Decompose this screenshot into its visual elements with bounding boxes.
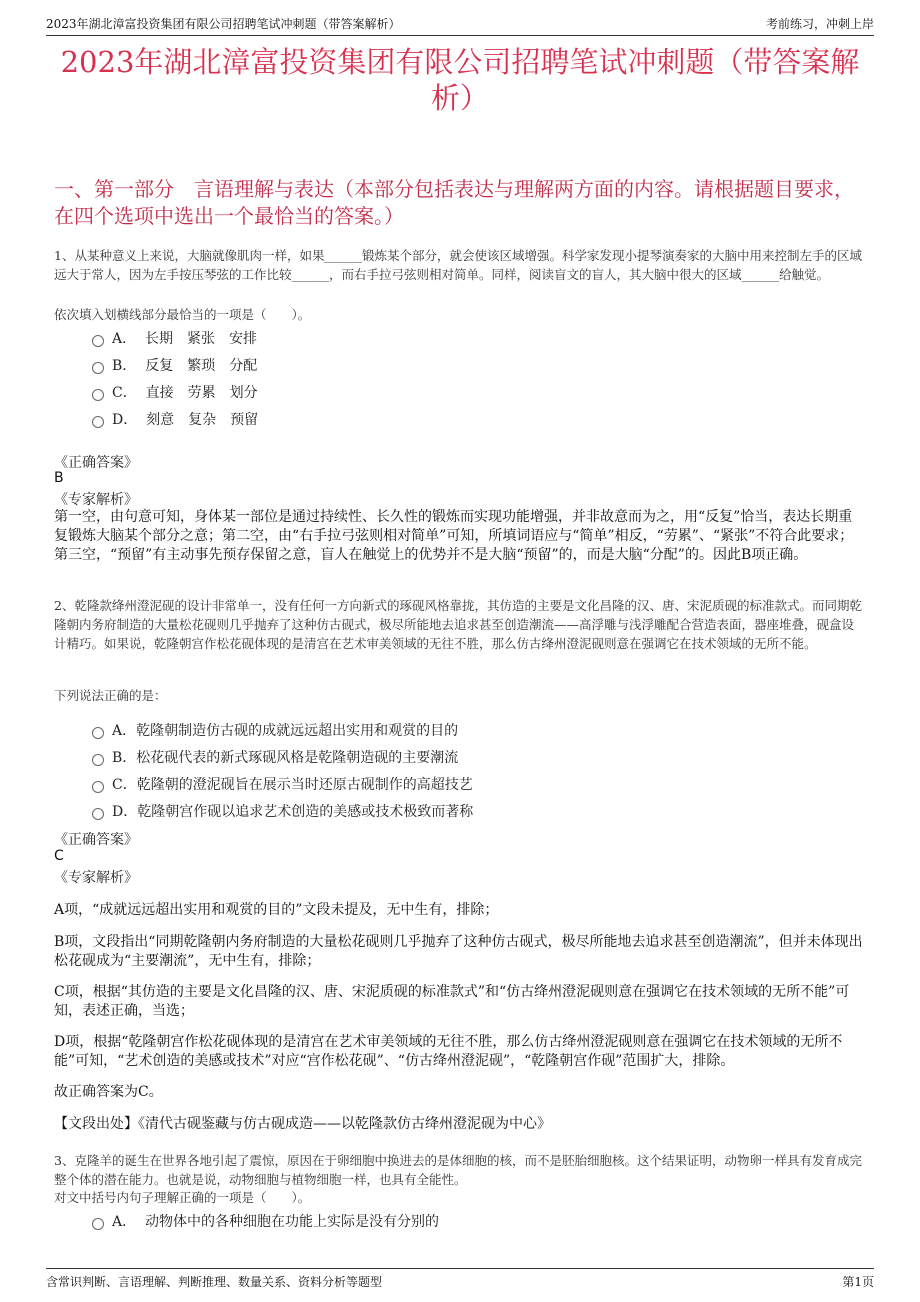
option-label: D．乾隆朝宫作砚以追求艺术创造的美感或技术极致而著称 <box>112 804 474 820</box>
radio-icon[interactable] <box>92 335 104 347</box>
question-2-analysis-c: C项，根据“其仿造的主要是文化昌隆的汉、唐、宋泥质砚的标准款式”和“仿古绛州澄泥砚则意在强调它在技术领域的无所不能”可知，表述正确，当选； <box>54 984 850 1019</box>
option-label: C．乾隆朝的澄泥砚旨在展示当时还原古砚制作的高超技艺 <box>112 777 473 793</box>
page-footer <box>46 1268 874 1295</box>
question-1-text: 1、从某种意义上来说，大脑就像肌肉一样，如果______锻炼某个部分，就会使该区域增强。科学家发现小提琴演奏家的大脑中用来控制左手的区域远大于常人，因为左手按压琴弦的工作比较______，而右手拉弓弦则相对简单。同样，阅读盲文的盲人，其大脑中很大的区域______给触觉。 <box>54 248 862 282</box>
radio-icon[interactable] <box>92 781 104 793</box>
question-1-answer: B <box>54 470 64 486</box>
radio-icon[interactable] <box>92 754 104 766</box>
question-2-source: 【文段出处】《清代古砚鉴藏与仿古砚成造——以乾隆款仿古绛州澄泥砚为中心》 <box>54 1116 551 1132</box>
header-doc-title: 2023年湖北漳富投资集团有限公司招聘笔试冲刺题（带答案解析） <box>46 17 401 31</box>
question-3-option-a[interactable] <box>92 1211 860 1231</box>
page-header <box>46 10 874 36</box>
question-2-analysis-b: B项，文段指出“同期乾隆朝内务府制造的大量松花砚则几乎抛弃了这种仿古砚式，极尽所能地去追求甚至创造潮流”，但并未体现出松花砚成为“主要潮流”，无中生有，排除； <box>54 934 863 969</box>
question-1-option-b[interactable] <box>92 355 860 375</box>
option-label: D． 刻意 复杂 预留 <box>112 412 259 428</box>
header-slogan: 考前练习，冲刺上岸 <box>765 17 874 31</box>
question-1-analysis: 第一空，由句意可知，身体某一部位是通过持续性、长久性的锻炼而实现功能增强，并非故意而为之，用“反复”恰当，表达长期重复锻炼大脑某个部分之意；第二空，由“右手拉弓弦则相对简单”可知，所填词语应与“简单”相反，“劳累”、“紧张”不符合此要求；第三空，“预留”有主动事先预存保留之意，盲人在触觉上的优势并不是大脑“预留”的，而是大脑“分配”的。因此B项正确。 <box>54 509 854 563</box>
page-title: 2023年湖北漳富投资集团有限公司招聘笔试冲刺题（带答案解析） <box>60 45 860 115</box>
question-2-text: 2、乾隆款绛州澄泥砚的设计非常单一，没有任何一方向新式的琢砚风格靠拢，其仿造的主要是文化昌隆的汉、唐、宋泥质砚的标准款式。而同期乾隆朝内务府制造的大量松花砚则几乎抛弃了这种仿古砚式，极尽所能地去追求甚至创造潮流——高浮雕与浅浮雕配合营造表面，器座堆叠，砚盒设计精巧。如果说，乾隆朝宫作松花砚体现的是清宫在艺术审美领域的无往不胜，那么仿古绛州澄泥砚则意在强调它在技术领域的无所不能。 <box>54 598 862 651</box>
option-label: A． 长期 紧张 安排 <box>112 331 258 347</box>
question-1-analysis-label: 《专家解析》 <box>54 492 138 508</box>
radio-icon[interactable] <box>92 808 104 820</box>
question-2-prompt: 下列说法正确的是： <box>54 688 167 703</box>
radio-icon[interactable] <box>92 362 104 374</box>
option-label: C． 直接 劳累 划分 <box>112 385 258 401</box>
option-label: B．松花砚代表的新式琢砚风格是乾隆朝造砚的主要潮流 <box>112 750 459 766</box>
question-2-answer-label: 《正确答案》 <box>54 832 138 848</box>
question-2-answer: C <box>54 848 64 864</box>
question-2-option-a[interactable] <box>92 720 860 740</box>
footer-question-types: 含常识判断、言语理解、判断推理、数量关系、资料分析等题型 <box>46 1275 383 1289</box>
question-1-answer-label: 《正确答案》 <box>54 455 138 471</box>
option-label: A． 动物体中的各种细胞在功能上实际是没有分别的 <box>112 1214 440 1230</box>
option-label: A．乾隆朝制造仿古砚的成就远远超出实用和观赏的目的 <box>112 723 459 739</box>
question-2-conclusion: 故正确答案为C。 <box>54 1084 163 1100</box>
question-3-prompt: 对文中括号内句子理解正确的一项是（ ）。 <box>54 1190 311 1205</box>
radio-icon[interactable] <box>92 389 104 401</box>
question-2-analysis-label: 《专家解析》 <box>54 870 138 886</box>
question-2-analysis-d: D项，根据“乾隆朝宫作松花砚体现的是清宫在艺术审美领域的无往不胜，那么仿古绛州澄泥砚则意在强调它在技术领域的无所不能”可知，“艺术创造的美感或技术”对应“宫作松花砚”、“仿古绛州澄泥砚”，“乾隆朝宫作砚”范围扩大，排除。 <box>54 1034 843 1069</box>
question-1-option-d[interactable] <box>92 409 860 429</box>
question-2-analysis-a: A项，“成就远远超出实用和观赏的目的”文段未提及，无中生有，排除； <box>54 902 499 918</box>
question-2-option-b[interactable] <box>92 747 860 767</box>
question-3-text: 3、克隆羊的诞生在世界各地引起了震惊，原因在于卵细胞中换进去的是体细胞的核，而不是胚胎细胞核。这个结果证明，动物卵一样具有发育成完整个体的潜在能力。也就是说，动物细胞与植物细胞一样，也具有全能性。 <box>54 1153 862 1187</box>
radio-icon[interactable] <box>92 416 104 428</box>
radio-icon[interactable] <box>92 1218 104 1230</box>
page-number: 第1页 <box>842 1275 874 1289</box>
question-1-option-a[interactable] <box>92 328 860 348</box>
question-1-option-c[interactable] <box>92 382 860 402</box>
option-label: B． 反复 繁琐 分配 <box>112 358 258 374</box>
radio-icon[interactable] <box>92 727 104 739</box>
question-2-option-c[interactable] <box>92 774 860 794</box>
question-2-option-d[interactable] <box>92 801 860 821</box>
question-1-prompt: 依次填入划横线部分最恰当的一项是（ ）。 <box>54 307 311 322</box>
section-heading: 一、第一部分 言语理解与表达（本部分包括表达与理解两方面的内容。请根据题目要求，在四个选项中选出一个最恰当的答案。） <box>54 177 854 228</box>
